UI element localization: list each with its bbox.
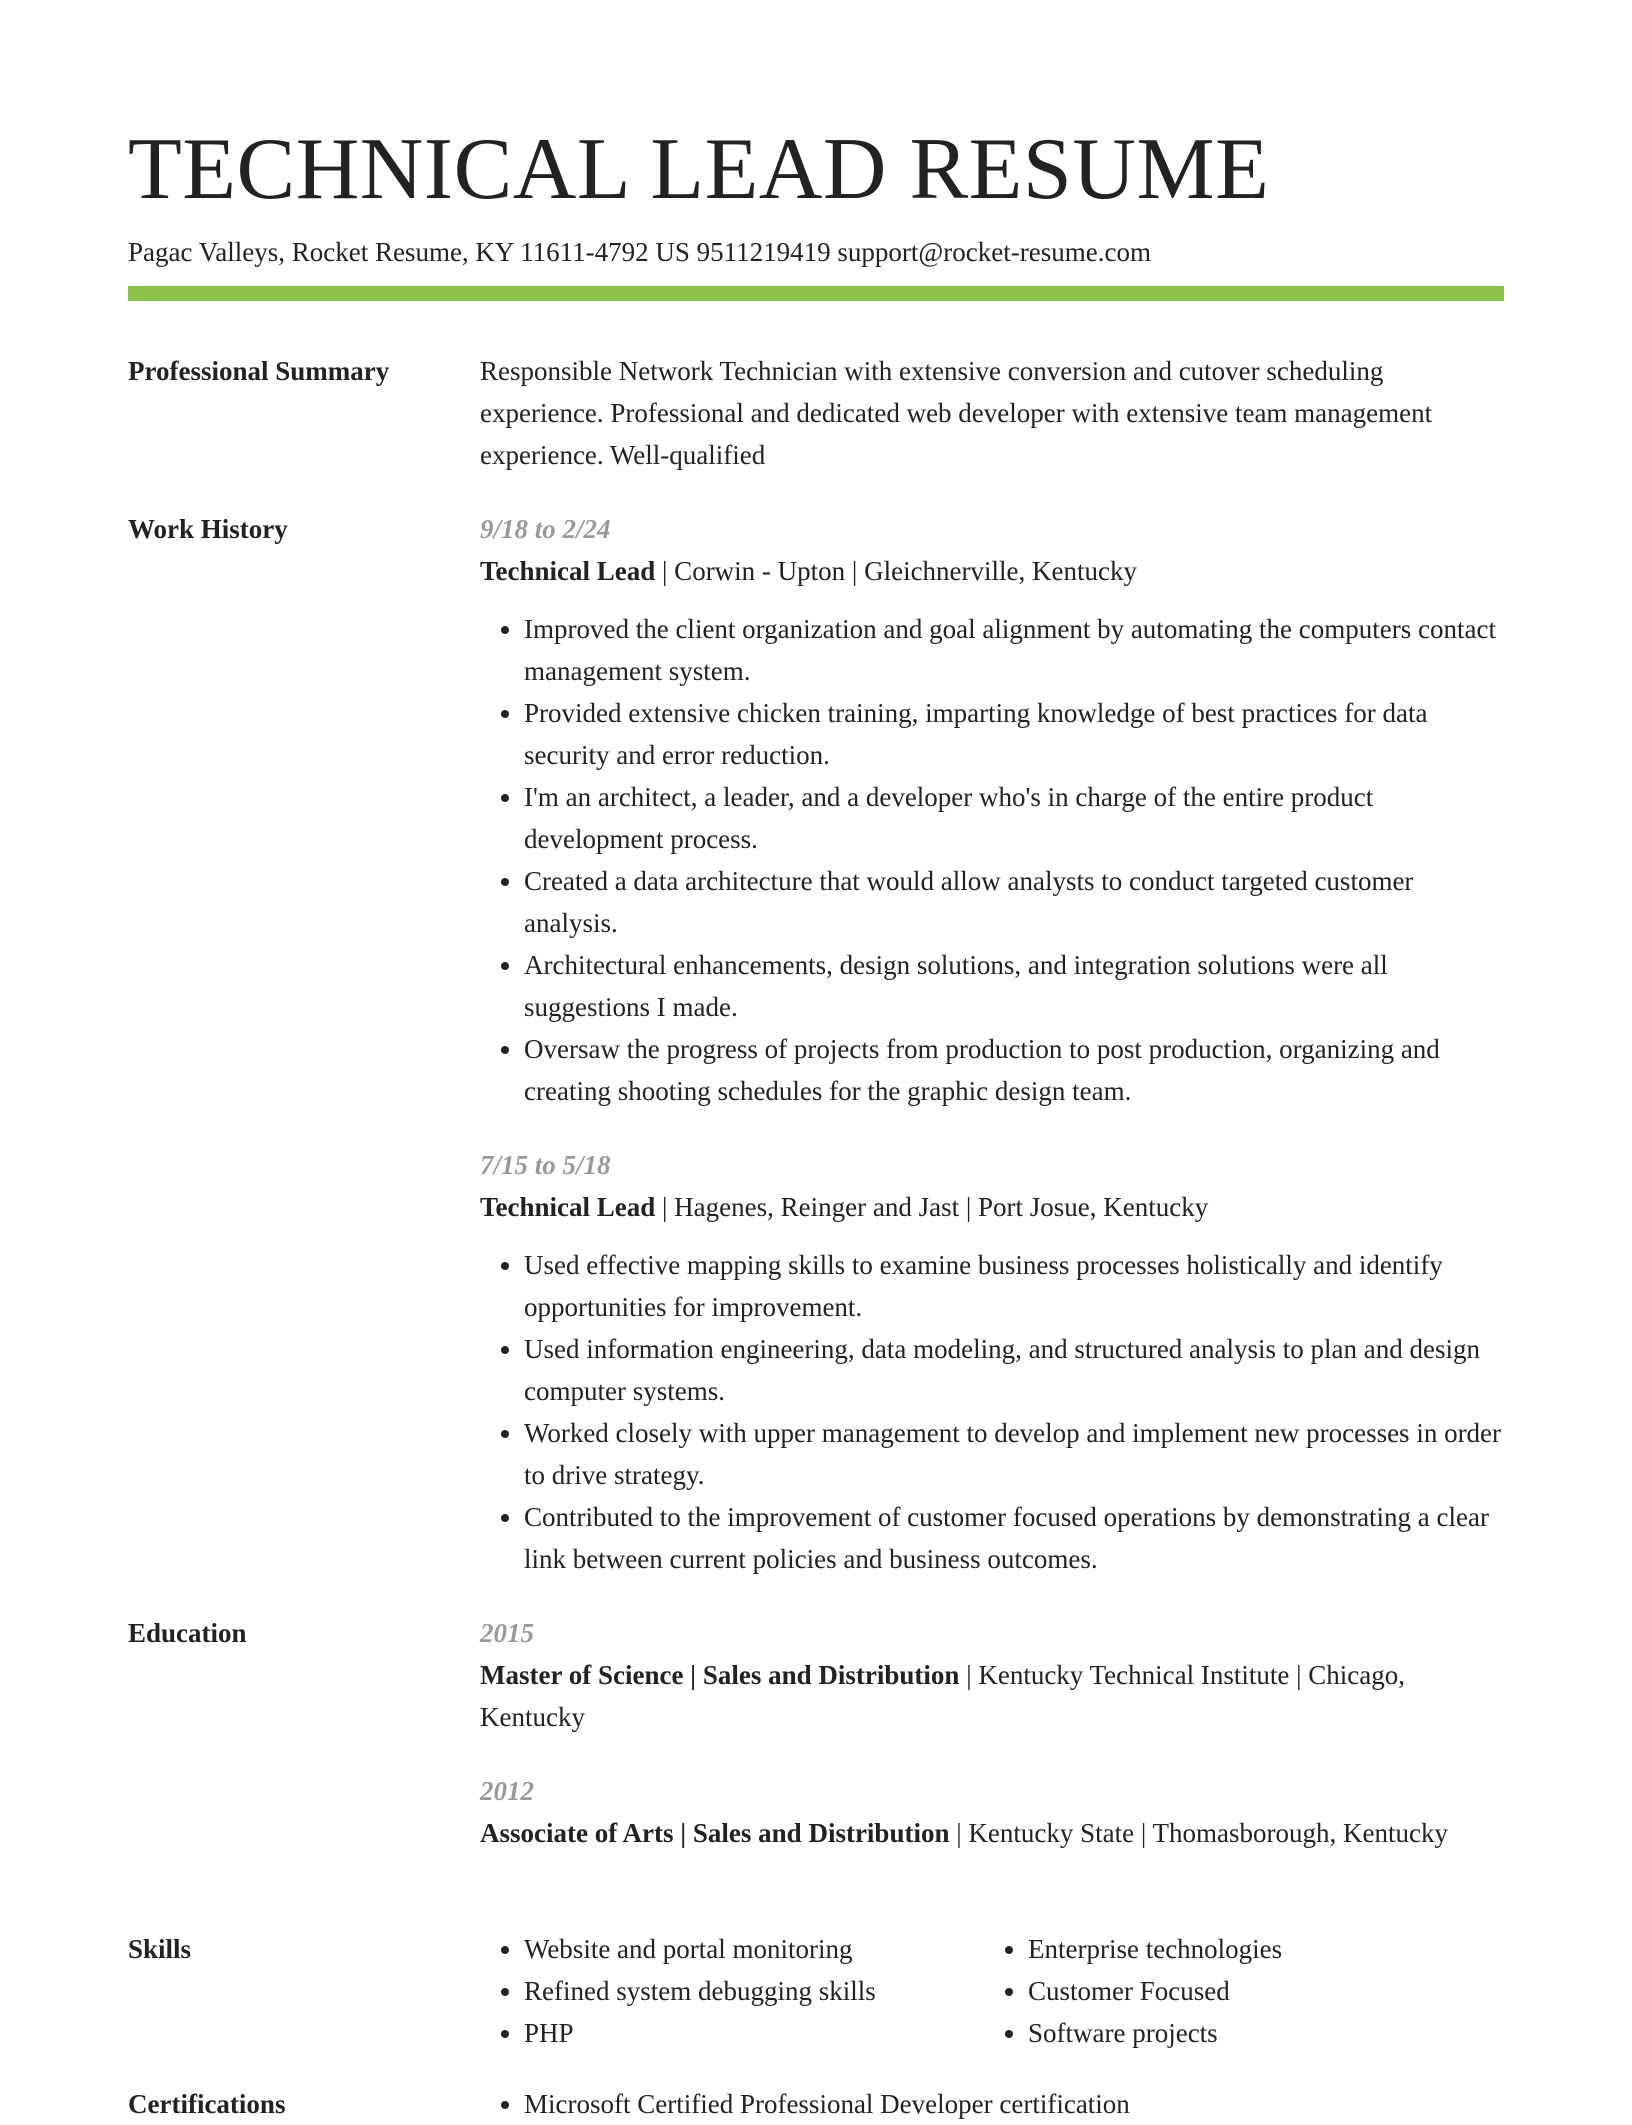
job-entry xyxy=(480,508,1504,1112)
certifications-body xyxy=(480,2083,1504,2125)
section-label: Certifications xyxy=(128,2089,286,2119)
job-heading xyxy=(480,1186,1504,1228)
job-details: | Hagenes, Reinger and Jast | Port Josue, Kentucky xyxy=(655,1192,1209,1222)
list-item: • Used effective mapping skills to examine business processes holistically and identify opportunities for improvement. xyxy=(524,1244,1504,1328)
education-heading xyxy=(480,1654,1504,1738)
list-item: • Website and portal monitoring xyxy=(524,1928,984,1970)
degree: Master of Science | Sales and Distribution xyxy=(480,1660,960,1690)
job-dates: 7/15 to 5/18 xyxy=(480,1150,611,1180)
section-label: Skills xyxy=(128,1934,192,1964)
job-bullets xyxy=(480,608,1504,1112)
list-item: • Worked closely with upper management to develop and implement new processes in order to drive strategy. xyxy=(524,1412,1504,1496)
list-item: • Microsoft Certified Professional Developer certification xyxy=(524,2083,1504,2125)
degree: Associate of Arts | Sales and Distribution xyxy=(480,1818,950,1848)
education-entry xyxy=(480,1770,1504,1854)
education-details: | Kentucky State | Thomasborough, Kentucky xyxy=(949,1818,1448,1848)
list-item: • Enterprise technologies xyxy=(1028,1928,1282,1970)
education-details: | Kentucky Technical Institute | Chicago, Kentucky xyxy=(480,1660,1405,1732)
job-details: | Corwin - Upton | Gleichnerville, Kentucky xyxy=(655,556,1137,586)
list-item: • Architectural enhancements, design solutions, and integration solutions were all suggestions I made. xyxy=(524,944,1504,1028)
job-heading xyxy=(480,550,1504,592)
contact-line: Pagac Valleys, Rocket Resume, KY 11611-4792 US 9511219419 support@rocket-resume.com xyxy=(128,237,1151,267)
section-label: Education xyxy=(128,1618,247,1648)
job-entry xyxy=(480,1144,1504,1580)
education-year: 2012 xyxy=(480,1776,534,1806)
education-body xyxy=(480,1612,1504,1854)
job-title: Technical Lead xyxy=(480,556,656,586)
job-dates: 9/18 to 2/24 xyxy=(480,514,611,544)
list-item: • Improved the client organization and goal alignment by automating the computers contact management system. xyxy=(524,608,1504,692)
certifications-list xyxy=(480,2083,1504,2125)
list-item: • Oversaw the progress of projects from production to post production, organizing and creating shooting schedules for the graphic design team. xyxy=(524,1028,1504,1112)
list-item: • Software projects xyxy=(1028,2012,1282,2054)
job-title: Technical Lead xyxy=(480,1192,656,1222)
list-item: • PHP xyxy=(524,2012,984,2054)
list-item: • Created a data architecture that would allow analysts to conduct targeted customer analysis. xyxy=(524,860,1504,944)
list-item: • Refined system debugging skills xyxy=(524,1970,984,2012)
job-bullets xyxy=(480,1244,1504,1580)
section-label: Work History xyxy=(128,514,288,544)
list-item: • Provided extensive chicken training, imparting knowledge of best practices for data security and error reduction. xyxy=(524,692,1504,776)
work-history-body xyxy=(480,508,1504,1580)
skills-body xyxy=(480,1928,1504,2054)
list-item: • Used information engineering, data modeling, and structured analysis to plan and design computer systems. xyxy=(524,1328,1504,1412)
education-heading xyxy=(480,1812,1504,1854)
list-item: • Contributed to the improvement of customer focused operations by demonstrating a clear link between current policies and business outcomes. xyxy=(524,1496,1504,1580)
page-title: TECHNICAL LEAD RESUME xyxy=(128,121,1270,218)
skills-column-1 xyxy=(480,1928,984,2054)
section-label: Professional Summary xyxy=(128,356,390,386)
skills-column-2 xyxy=(984,1928,1282,2054)
education-year: 2015 xyxy=(480,1618,534,1648)
education-entry xyxy=(480,1612,1504,1738)
list-item: • I'm an architect, a leader, and a developer who's in charge of the entire product development process. xyxy=(524,776,1504,860)
resume-header xyxy=(128,118,1504,270)
list-item: • Customer Focused xyxy=(1028,1970,1282,2012)
summary-text: Responsible Network Technician with extensive conversion and cutover scheduling experience. Professional and dedicated web developer with extensive team management experience. Well-qualified xyxy=(480,356,1433,470)
header-divider xyxy=(128,286,1504,301)
